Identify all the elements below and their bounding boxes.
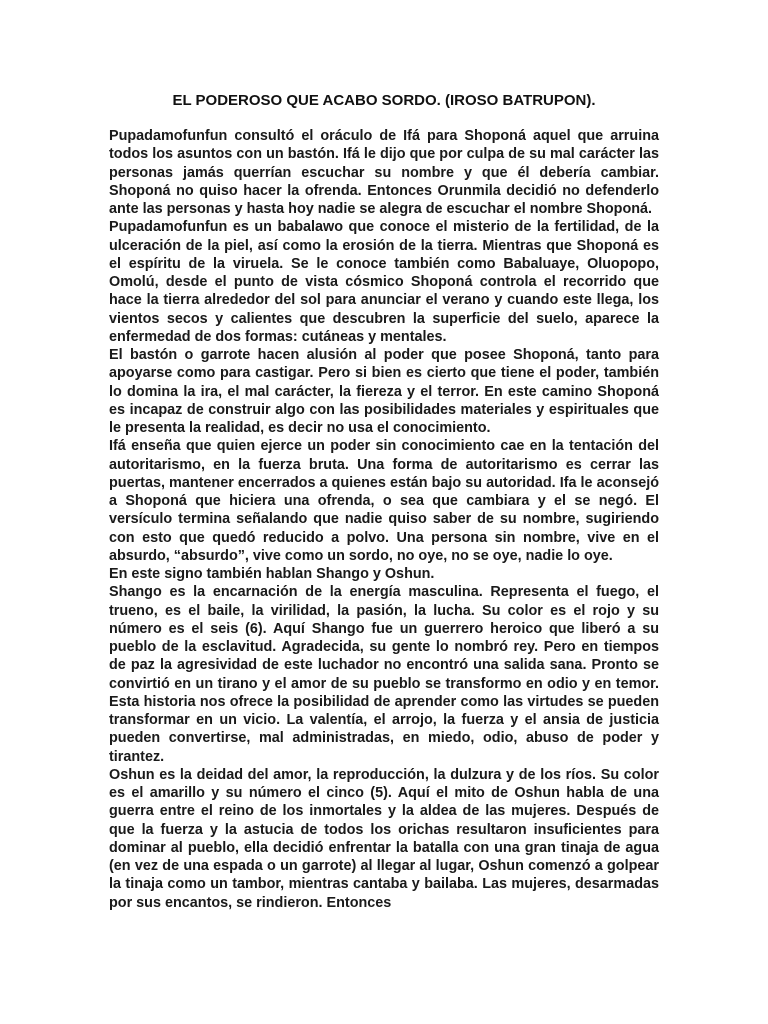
paragraph: El bastón o garrote hacen alusión al poder que posee Shoponá, tanto para apoyarse como para castigar. Pero si bien es cierto que tiene el poder, también lo domina la ira, el mal carácter, la fiereza y el terror. En este camino Shoponá es incapaz de construir algo con las posibilidades materiales y espirituales que le presenta la realidad, es decir no usa el conocimiento. xyxy=(109,347,659,436)
document-title: EL PODEROSO QUE ACABO SORDO. (IROSO BATRUPON). xyxy=(172,92,596,109)
document-body xyxy=(109,127,659,912)
paragraph: Shango es la encarnación de la energía masculina. Representa el fuego, el trueno, es el baile, la virilidad, la pasión, la lucha. Su color es el rojo y su número es el seis (6). Aquí Shango fue un guerrero heroico que liberó a su pueblo de la esclavitud. Agradecida, su gente lo nombró rey. Pero en tiempos de paz la agresividad de este luchador no encontró una salida sana. Pronto se convirtió en un tirano y el amor de su pueblo se transformo en odio y en temor. Esta historia nos ofrece la posibilidad de aprender como las virtudes se pueden transformar en un vicio. La valentía, el arrojo, la fuerza y el ansia de justicia pueden convertirse, mal administradas, en miedo, odio, abuso de poder y tirantez. xyxy=(109,584,659,765)
paragraph: En este signo también hablan Shango y Oshun. xyxy=(109,566,435,582)
paragraph: Oshun es la deidad del amor, la reproducción, la dulzura y de los ríos. Su color es el amarillo y su número el cinco (5). Aquí el mito de Oshun habla de una guerra entre el reino de los inmortales y la aldea de las mujeres. Después de que la fuerza y la astucia de todos los orichas resultaron insuficientes para dominar al pueblo, ella decidió enfrentar la batalla con una gran tinaja de agua (en vez de una espada o un garrote) al llegar al lugar, Oshun comenzó a golpear la tinaja como un tambor, mientras cantaba y bailaba. Las mujeres, desarmadas por sus encantos, se rindieron. Entonces xyxy=(109,766,659,911)
paragraph: Pupadamofunfun es un babalawo que conoce el misterio de la fertilidad, de la ulceración de la piel, así como la erosión de la tierra. Mientras que Shoponá es el espíritu de la viruela. Se le conoce también como Babaluaye, Oluopopo, Omolú, desde el punto de vista cósmico Shoponá controla el recorrido que hace la tierra alrededor del sol para anunciar el verano y cuando este llega, los vientos secos y calientes que descubren la superficie del suelo, aparece la enfermedad de dos formas: cutáneas y mentales. xyxy=(109,219,659,345)
paragraph: Pupadamofunfun consultó el oráculo de Ifá para Shoponá aquel que arruina todos los asuntos con un bastón. Ifá le dijo que por culpa de su mal carácter las personas jamás querrían escuchar su nombre y que él debería cambiar. Shoponá no quiso hacer la ofrenda. Entonces Orunmila decidió no defenderlo ante las personas y hasta hoy nadie se alegra de escuchar el nombre Shoponá. xyxy=(109,128,659,217)
paragraph: Ifá enseña que quien ejerce un poder sin conocimiento cae en la tentación del autoritarismo, en la fuerza bruta. Una forma de autoritarismo es cerrar las puertas, mantener encerrados a quienes están bajo su autoridad. Ifa le aconsejó a Shoponá que hiciera una ofrenda, o sea que cambiara y el se negó. El versículo termina señalando que nadie quiso saber de su nombre, sugiriendo con esto que quedó reducido a polvo. Una persona sin nombre, vive en el absurdo, “absurdo”, vive como un sordo, no oye, no se oye, nadie lo oye. xyxy=(109,438,659,564)
